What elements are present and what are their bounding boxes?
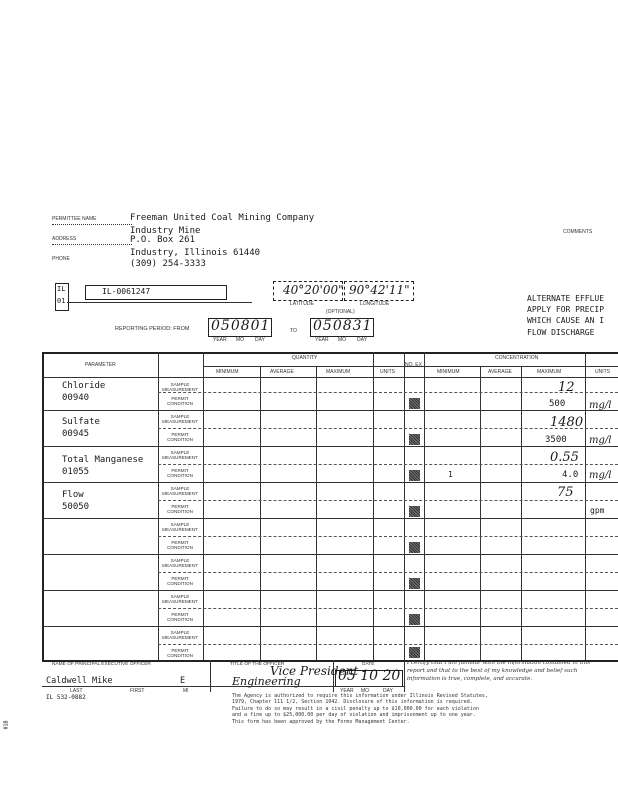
date-mo-label: MO [361,688,370,694]
officer-initial: E [180,676,186,686]
latitude-label: LATITUDE [290,301,314,307]
date-day-label: DAY [383,688,393,694]
measure-label: SAMPLE MEASUREMENT [162,594,198,604]
permit-number: IL-0061247 [102,287,151,296]
certification-text: I certify that I am familiar with the information contained in this report and that to the best of my knowledge and belief such information is true, complete, and accurate. [407,660,591,682]
shaded-cell [409,470,420,481]
date-label: DATE [362,662,375,667]
city-state-zip: Industry, Illinois 61440 [130,248,261,258]
shaded-cell [409,542,420,553]
condition-label: PERMIT CONDITION [167,576,193,586]
chloride-maximum: 12 [558,380,575,395]
measure-label: SAMPLE MEASUREMENT [162,558,198,568]
po-box: P.O. Box 261 [130,235,196,245]
header-quantity: QUANTITY [292,355,318,361]
period-from-year-label: YEAR [213,337,227,343]
permit-state: IL [57,285,66,293]
phone-label: PHONE [52,256,70,262]
alternate-line-3: WHICH CAUSE AN I [527,316,605,325]
shaded-cell [409,614,420,625]
comments-label: COMMENTS [563,229,593,235]
condition-label: PERMIT CONDITION [167,432,193,442]
period-to-year-label: YEAR [315,337,329,343]
shaded-cell [409,434,420,445]
longitude-value: 90°42'11" [349,283,410,297]
header-maximum-q: MAXIMUM [326,369,351,375]
header-average-c: AVERAGE [488,369,512,375]
alternate-line-1: ALTERNATE EFFLUE [527,294,605,303]
period-from-mo-label: MO [236,337,245,343]
sulfate-maximum: 1480 [550,415,584,430]
param-code: 00945 [62,429,90,439]
officer-dept: Engineering [232,675,301,688]
header-parameter: PARAMETER [85,362,116,368]
shaded-cell [409,647,420,658]
param-code: 50050 [62,502,90,512]
shaded-cell [409,398,420,409]
manganese-permit-max: 4.0 [562,470,579,480]
header-minimum-c: MINIMUM [437,369,460,375]
param-code: 00940 [62,393,90,403]
officer-first-label: FIRST [130,688,145,694]
legal-notice: The Agency is authorized to require this information under Illinois Revised Statutes, 1979, Chapter 111 1/2, Section 1042. Disclosure of this information is required. Failure to do so may result in a civil penalty up to $10,000.00 for each violation and a fine up to $25,000.00 per day of violation and imprisonment up to one year. This form has been approved by the Forms Management Center. [232,693,488,725]
param-name: Total Manganese [62,455,144,465]
side-code: 01B [3,720,10,730]
optional-label: (OPTIONAL) [326,309,355,315]
header-maximum-c: MAXIMUM [537,369,562,375]
flow-units: gpm [590,506,605,515]
permit-discharge-code: 01 [57,297,66,305]
form-code: IL 532-0882 [46,694,86,701]
header-average-q: AVERAGE [270,369,294,375]
signed-date: 05 10 20 [338,668,401,684]
measure-label: SAMPLE MEASUREMENT [162,414,198,424]
chloride-permit-max: 500 [549,399,566,409]
monitoring-table [42,352,618,660]
sulfate-permit-max: 3500 [545,435,567,445]
officer-mi-label: MI [183,688,189,694]
officer-title-label: TITLE OF THE OFFICER [230,662,285,667]
chloride-units: mg/l [589,400,612,411]
param-name: Sulfate [62,417,100,427]
header-concentration: CONCENTRATION [495,355,539,361]
shaded-cell [409,506,420,517]
period-from: 050801 [211,318,271,334]
condition-label: PERMIT CONDITION [167,504,193,514]
reporting-period-label: REPORTING PERIOD: FROM [115,326,190,332]
officer-last-label: LAST [70,688,83,694]
measure-label: SAMPLE MEASUREMENT [162,450,198,460]
manganese-maximum: 0.55 [550,450,579,465]
period-to: 050831 [313,318,373,334]
alternate-line-2: APPLY FOR PRECIP [527,305,605,314]
phone-number: (309) 254-3333 [130,259,206,269]
condition-label: PERMIT CONDITION [167,648,193,658]
header-minimum-q: MINIMUM [216,369,239,375]
period-to-label: TO [290,328,297,334]
param-code: 01055 [62,467,90,477]
officer-name: Caldwell Mike [46,676,113,686]
measure-label: SAMPLE MEASUREMENT [162,522,198,532]
condition-label: PERMIT CONDITION [167,396,193,406]
alternate-line-4: FLOW DISCHARGE [527,328,595,337]
param-name: Flow [62,490,84,500]
sulfate-units: mg/l [589,435,612,446]
manganese-minimum: 1 [448,470,453,479]
officer-name-label: NAME OF PRINCIPAL EXECUTIVE OFFICER [52,662,151,667]
period-from-day-label: DAY [255,337,265,343]
measure-label: SAMPLE MEASUREMENT [162,630,198,640]
header-no-ex: NO. EX [405,362,422,368]
period-to-day-label: DAY [357,337,367,343]
header-units-q: UNITS [380,369,395,375]
shaded-cell [409,578,420,589]
date-year-label: YEAR [340,688,354,694]
condition-label: PERMIT CONDITION [167,540,193,550]
permittee-name: Freeman United Coal Mining Company [130,213,315,223]
address-label: ADDRESS [52,236,77,242]
mine-name: Industry Mine [130,226,201,236]
flow-maximum: 75 [557,485,574,500]
measure-label: SAMPLE MEASUREMENT [162,486,198,496]
condition-label: PERMIT CONDITION [167,612,193,622]
header-units-c: UNITS [595,369,610,375]
period-to-mo-label: MO [338,337,347,343]
param-name: Chloride [62,381,106,391]
latitude-value: 40°20'00" [283,283,344,297]
permittee-name-label: PERMITTEE NAME [52,216,97,222]
measure-label: SAMPLE MEASUREMENT [162,382,198,392]
condition-label: PERMIT CONDITION [167,468,193,478]
officer-title: Vice President - [270,664,367,678]
longitude-label: LONGITUDE [360,301,390,307]
manganese-units: mg/l [589,470,612,481]
